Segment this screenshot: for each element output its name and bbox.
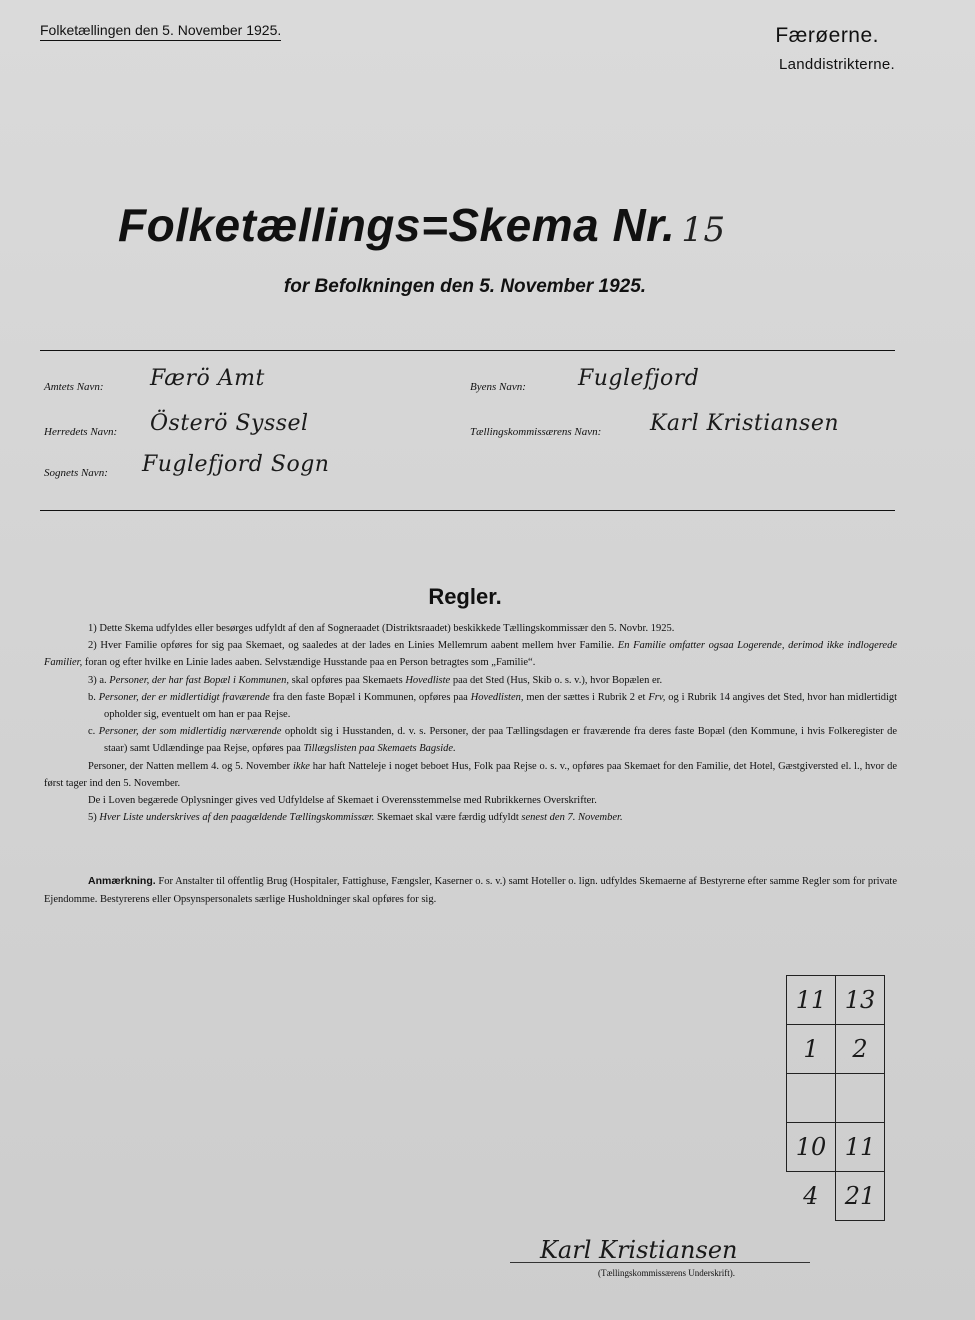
- byen-value: Fuglefjord: [578, 366, 700, 391]
- form-number-handwritten: 15: [681, 210, 726, 250]
- amt-label: Amtets Navn:: [44, 381, 104, 393]
- tally-cell: [836, 1074, 885, 1123]
- rule-3b: b. Personer, der er midlertidigt fraværende fra den faste Bopæl i Kommunen, opføres paa Hovedlisten, men der sættes i Rubrik 2 et Frv, og i Rubrik 14 angives det Sted, hvor han midlertidigt opholder sig, eventuelt om han er paa Rejse.: [88, 691, 898, 721]
- signature-line: [510, 1262, 810, 1263]
- kommissaer-value: Karl Kristiansen: [650, 411, 840, 436]
- tally-row: [787, 1123, 885, 1172]
- remark-text: For Anstalter til offentlig Brug (Hospitaler, Fattighuse, Fængsler, Kaserner o. s. v.) samt Hoteller o. lign. udfyldes Skemaerne af Bestyrerne efter samme Regler som for private Ejendomme. Bestyrerens eller Opsynspersonalets særlige Husholdninger skal opføres for sig.: [44, 876, 897, 905]
- rule-1: 1) Dette Skema udfyldes eller besørges udfyldt af den af Sogneraadet (Distriktsraadet) beskikkede Tællingskommissær den 5. Novbr. 1925.: [88, 623, 675, 634]
- tally-row: [787, 1074, 885, 1123]
- tally-cell: 21: [836, 1172, 885, 1221]
- rule-5: De i Loven begærede Oplysninger gives ved Udfyldelse af Skemaet i Overensstemmelse med Rubrikkernes Overskrifter.: [88, 795, 597, 807]
- census-date-header: Folketællingen den 5. November 1925.: [40, 22, 281, 41]
- tally-cell: 2: [836, 1025, 885, 1074]
- tally-row: [787, 976, 885, 1025]
- rule-4: Personer, der Natten mellem 4. og 5. November ikke har haft Natteleje i noget beboet Hus, Folk paa Rejse o. s. v., opføres paa Skemaet for den Familie, det Hotel, Gæstgiversted el. l., hvor de først tager ind den 5. November.: [44, 760, 898, 789]
- byen-label: Byens Navn:: [470, 381, 526, 393]
- tally-cell: 11: [836, 1123, 885, 1172]
- tally-cell: [787, 1074, 836, 1123]
- rules-heading: Regler.: [428, 584, 502, 609]
- form-subtitle: for Befolkningen den 5. November 1925.: [283, 276, 647, 297]
- rule-3a: 3) a. Personer, der har fast Bopæl i Kommunen, skal opføres paa Skemaets Hovedliste paa det Sted (Hus, Skib o. s. v.), hvor Bopælen er.: [88, 674, 663, 686]
- tally-row: [787, 1025, 885, 1074]
- rule-2: 2) Hver Familie opføres for sig paa Skemaet, og saaledes at der lades en Linies Mellemrum aabent mellem hver Familie. En Familie omfatter ogsaa Logerende, derimod ikke indlogerede Familier, foran og efter hvilke en Linie lades aaben. Selvstændige Husstande paa en Person betragtes som „Familie“.: [44, 640, 898, 669]
- tally-row-totals: [787, 1172, 885, 1221]
- tally-cell: 11: [787, 976, 836, 1025]
- divider-top: [40, 350, 895, 351]
- commissioner-signature: Karl Kristiansen: [540, 1236, 738, 1264]
- divider-bottom: [40, 510, 895, 511]
- kommissaer-label: Tællingskommissærens Navn:: [470, 426, 602, 438]
- rule-6: 5) Hver Liste underskrives af den paagældende Tællingskommissær. Skemaet skal være færdig udfyldt senest den 7. November.: [88, 812, 623, 824]
- form-title: [118, 198, 726, 252]
- rule-3c: c. Personer, der som midlertidig nærværende opholdt sig i Husstanden, d. v. s. Personer, der paa Tællingsdagen er fraværende fra deres faste Bopæl (den Kommune, i hvis Folkeregister de staar) samt Udlændinge paa Rejse, opføres paa Tillægslisten paa Skemaets Bagside.: [88, 726, 898, 755]
- amt-value: Færö Amt: [150, 366, 265, 391]
- tally-cell: 10: [787, 1123, 836, 1172]
- herred-label: Herredets Navn:: [44, 426, 118, 438]
- remark-paragraph: [44, 872, 897, 909]
- tally-cell: 13: [836, 976, 885, 1025]
- tally-grid: [786, 975, 885, 1221]
- tally-cell: 1: [787, 1025, 836, 1074]
- district-header: Landdistrikterne.: [779, 56, 895, 73]
- region-header: Færøerne.: [775, 24, 879, 47]
- sogn-label: Sognets Navn:: [44, 467, 108, 479]
- form-title-text: Folketællings=Skema Nr.: [118, 199, 676, 251]
- sogn-value: Fuglefjord Sogn: [142, 452, 330, 477]
- rules-text: [44, 620, 897, 826]
- tally-cell: 4: [803, 1182, 819, 1211]
- remark-label: Anmærkning.: [88, 875, 156, 887]
- herred-value: Österö Syssel: [150, 411, 309, 436]
- signature-caption: (Tællingskommissærens Underskrift).: [598, 1268, 735, 1278]
